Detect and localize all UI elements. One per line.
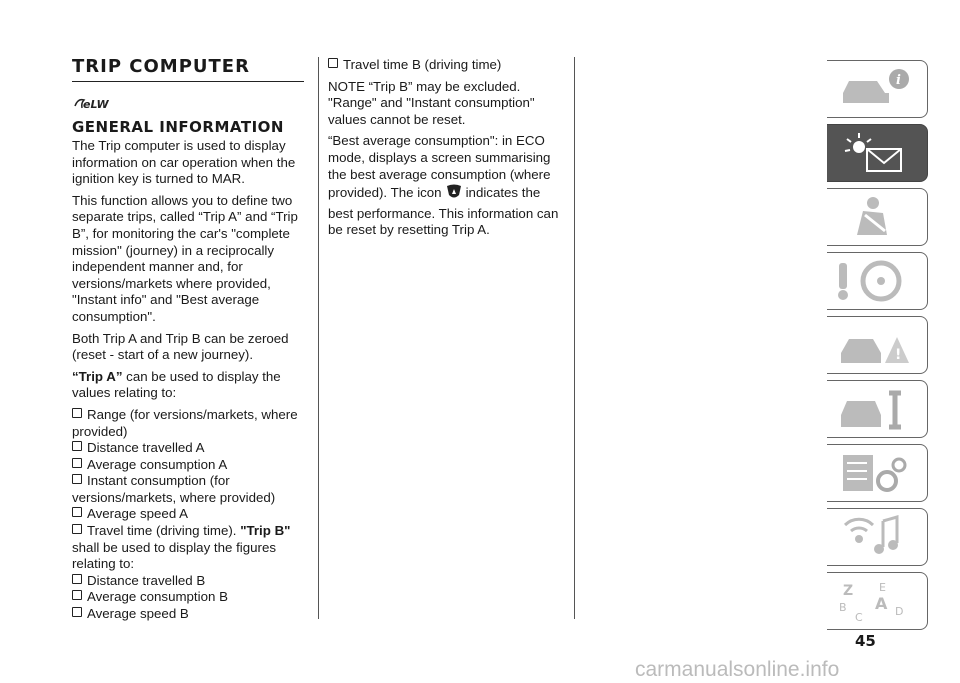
- tab-technical-data[interactable]: [827, 444, 928, 502]
- technical-data-icon: [837, 451, 917, 495]
- svg-text:C: C: [855, 611, 863, 623]
- tab-multimedia[interactable]: [827, 508, 928, 566]
- chapter-tabs: [827, 60, 930, 636]
- svg-text:E: E: [879, 581, 886, 594]
- list-item: Instant consumption (for versions/markets, where provided): [72, 473, 276, 505]
- eco-logo-icon: [72, 94, 112, 112]
- section-title: GENERAL INFORMATION: [72, 118, 284, 136]
- list-item: Average consumption B: [72, 589, 308, 606]
- svg-text:D: D: [895, 605, 904, 618]
- svg-text:i: i: [896, 73, 901, 88]
- right-column: [328, 57, 564, 244]
- eco-logo: [72, 94, 308, 112]
- list-item: Travel time B (driving time): [328, 57, 564, 74]
- trip-b-label: "Trip B": [240, 523, 291, 539]
- trip-a-label: “Trip A”: [72, 368, 123, 384]
- warning-lights-icon: [837, 131, 917, 175]
- tab-emergency[interactable]: [827, 316, 928, 374]
- function-paragraph: This function allows you to define two separate trips, called “Trip A” and “Trip B”, for monitoring the car's "complete mission" (journey) in a reciprocally independent manner and, for versions/markets where provided, "Instant info" and "Best average consumption".: [72, 192, 298, 324]
- list-item: Average speed A: [72, 506, 308, 523]
- list-item: Distance travelled A: [72, 440, 308, 457]
- note-paragraph: NOTE “Trip B” may be excluded. "Range" and "Instant consumption" values cannot be reset.: [328, 78, 535, 127]
- bullet-square-icon: [72, 574, 82, 584]
- bullet-square-icon: [72, 507, 82, 517]
- list-item: Travel time (driving time). "Trip B" shall be used to display the figures relating to:: [72, 523, 291, 572]
- bullet-square-icon: [72, 607, 82, 617]
- intro-paragraph: The Trip computer is used to display information on car operation when the ignition key is turned to MAR.: [72, 138, 296, 187]
- tab-index[interactable]: [827, 572, 928, 630]
- safety-icon: [837, 195, 917, 239]
- svg-text:B: B: [839, 601, 847, 614]
- tab-car-info[interactable]: [827, 60, 928, 118]
- bullet-square-icon: [72, 441, 82, 451]
- list-item: Average speed B: [72, 606, 308, 623]
- bullet-square-icon: [328, 58, 338, 68]
- reset-paragraph: Both Trip A and Trip B can be zeroed (reset - start of a new journey).: [72, 330, 289, 363]
- bullet-square-icon: [72, 474, 82, 484]
- page-title: TRIP COMPUTER: [72, 57, 304, 82]
- maintenance-icon: [837, 387, 917, 431]
- tab-maintenance[interactable]: [827, 380, 928, 438]
- best-performance-icon: [444, 183, 464, 206]
- index-icon: [837, 579, 917, 623]
- svg-text:eLW: eLW: [83, 98, 109, 111]
- tab-warning-lights[interactable]: [827, 124, 928, 182]
- column-divider: [574, 57, 575, 619]
- list-item: Range (for versions/markets, where provided): [72, 406, 298, 439]
- list-item: Distance travelled B: [72, 573, 308, 590]
- tab-starting-driving[interactable]: [827, 252, 928, 310]
- car-info-icon: [837, 67, 917, 111]
- bullet-square-icon: [72, 524, 82, 534]
- list-item: Average consumption A: [72, 457, 308, 474]
- watermark: carmanualsonline.info: [635, 658, 840, 681]
- trip-a-text: can be used to display the values relating to:: [72, 368, 281, 401]
- column-divider: [318, 57, 319, 619]
- bullet-square-icon: [72, 408, 82, 418]
- svg-text:Z: Z: [843, 583, 854, 599]
- steering-icon: [837, 259, 917, 303]
- best-consumption-paragraph: “Best average consumption": in ECO mode, displays a screen summarising the best average consumption (where provided). The icon indicates the best performance. This information can be reset by resetting Trip A.: [328, 133, 559, 238]
- multimedia-icon: [837, 515, 917, 559]
- svg-text:!: !: [895, 347, 902, 363]
- page-number: 45: [855, 632, 876, 650]
- tab-safety[interactable]: [827, 188, 928, 246]
- svg-text:A: A: [875, 594, 888, 613]
- bullet-square-icon: [72, 458, 82, 468]
- emergency-icon: [837, 323, 917, 367]
- left-column: [72, 57, 308, 623]
- trip-a-paragraph: [72, 369, 308, 402]
- bullet-square-icon: [72, 590, 82, 600]
